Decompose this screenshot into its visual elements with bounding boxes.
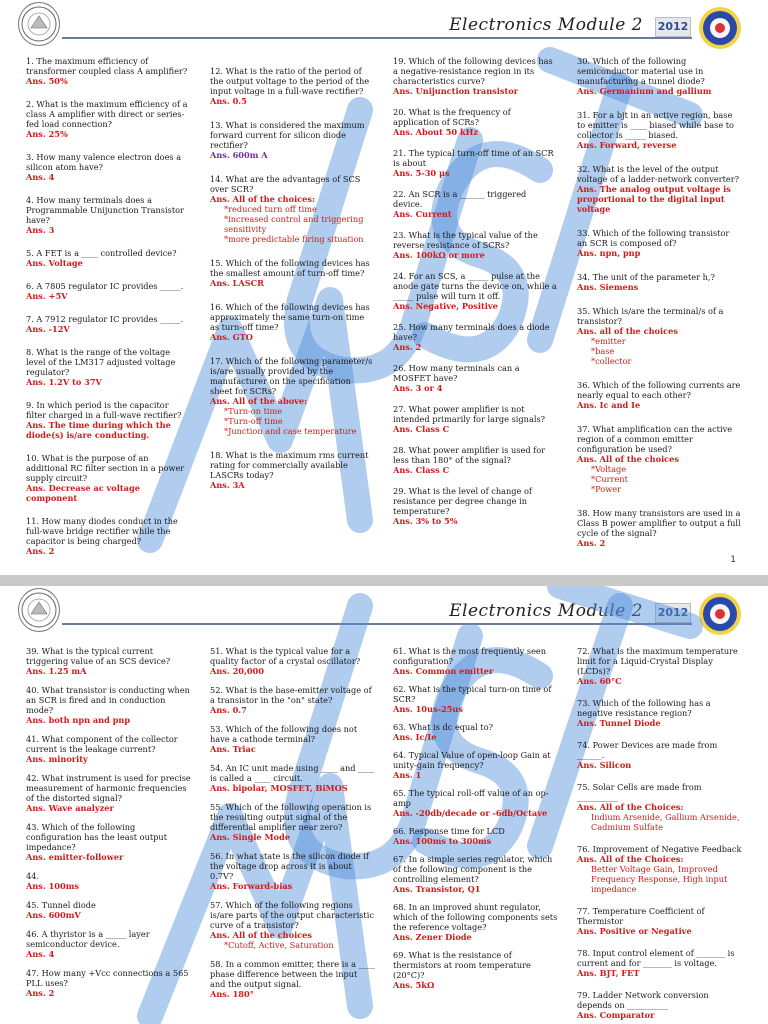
question-text: 38. How many transistors are used in a Class B power amplifier to output a full cycle of the signal? [577,508,741,538]
answer-text: Ans. Voltage [26,258,83,268]
question-item [210,302,375,342]
question-text: 42. What instrument is used for precise measurement of harmonic frequencies of the distorted signal? [26,773,191,803]
answer-text: Ans. Tunnel Diode [577,718,661,728]
page-header [0,586,768,638]
question-item [26,516,191,556]
answer-text: Ans. Unijunction transistor [393,86,519,96]
question-text: 13. What is considered the maximum forward current for silicon diode rectifier? [210,120,365,150]
answer-text: Ans. 0.7 [210,705,247,715]
answer-text: Ans. Wave analyzer [26,803,114,813]
question-text: 14. What are the advantages of SCS over SCR? [210,174,361,194]
question-item [393,322,558,352]
answer-text: Ans. 3 or 4 [393,383,443,393]
question-item [26,347,191,387]
question-text: 69. What is the resistance of thermistors at room temperature (20°C)? [393,950,531,980]
question-item [210,802,375,842]
question-item [393,486,558,526]
question-text: 12. What is the ratio of the period of the output voltage to the period of the input voltage in a full-wave rectifier? [210,66,370,96]
answer-choice: *reduced turn off time [224,204,317,214]
question-text: 47. How many +Vcc connections a 565 PLL uses? [26,968,189,988]
module-title: Electronics Module 2 [449,601,643,621]
answer-choice: *Turn-off time [224,416,283,426]
answer-text: Ans. 180° [210,989,254,999]
question-text: 8. What is the range of the voltage level of the LM317 adjusted voltage regulator? [26,347,176,377]
answer-text: Ans. Forward, reverse [577,140,677,150]
question-item [210,900,375,950]
question-item [393,902,558,942]
question-text: 77. Temperature Coefficient of Thermistor [577,906,705,926]
page-2 [0,586,768,1024]
question-text: 72. What is the maximum temperature limit for a Liquid-Crystal Display (LCDs)? [577,646,738,676]
question-text: 63. What is dc equal to? [393,722,494,732]
question-text: 55. Which of the following operation is the resulting output signal of the differential amplifier near zero? [210,802,372,832]
answer-text: Ans. Silicon [577,760,632,770]
answer-choice: Indium Arsenide, Gallium Arsenide, Cadmium Sulfate [591,812,740,832]
answer-text: Ans. Triac [210,744,256,754]
question-text: 57. Which of the following regions is/are parts of the output characteristic curve of a transistor? [210,900,374,930]
question-text: 33. Which of the following transistor an SCR is composed of? [577,228,730,248]
question-item [26,685,191,725]
answer-text: Ans. Comparator [577,1010,655,1020]
question-text: 66. Response time for LCD [393,826,505,836]
answer-text: Ans. Class C [393,424,450,434]
answer-text: Ans. Positive or Negative [577,926,692,936]
answer-text: Ans. Siemens [577,282,639,292]
question-item [210,646,375,676]
question-text: 18. What is the maximum rms current rating for commercially available LASCRs today? [210,450,369,480]
question-text: 64. Typical Value of open-loop Gain at unity-gain frequency? [393,750,551,770]
answer-text: Ans. npn, pnp [577,248,641,258]
answer-choice: *increased control and triggering sensitivity [224,214,364,234]
question-item [577,164,742,214]
question-item [393,107,558,137]
question-text: 73. Which of the following has a negative resistance region? [577,698,711,718]
question-item [26,195,191,235]
question-item [210,724,375,754]
answer-choice: *Current [591,474,628,484]
question-item [577,844,742,894]
question-text: 23. What is the typical value of the reverse resistance of SCRs? [393,230,538,250]
answer-text: Ans. All of the above: [210,396,308,406]
question-text: 56. In what state is the silicon diode if the voltage drop across it is about 0.7V? [210,851,369,881]
answer-text: Ans. 100ms [26,881,79,891]
answer-text: Ans. Ic/Ie [393,732,437,742]
question-item [210,959,375,999]
question-item [393,722,558,742]
question-item [26,822,191,862]
answer-choice: *emitter [591,336,626,346]
question-item [393,750,558,780]
question-item [210,356,375,436]
answer-text: Ans. About 50 kHz [393,127,479,137]
question-text: 79. Ladder Network conversion depends on __________ [577,990,709,1010]
question-text: 54. An IC unit made using ____ and ____ is called a ____ circuit. [210,763,375,783]
header-rule [62,37,692,39]
question-text: 52. What is the base-emitter voltage of a transistor in the "on" state? [210,685,372,705]
answer-choice: *Voltage [591,464,627,474]
answer-text: Ans. 50% [26,76,68,86]
question-text: 68. In an improved shunt regulator, which of the following components sets the reference voltage? [393,902,558,932]
answer-text: Ans. 5kΩ [393,980,435,990]
question-item [210,763,375,793]
question-item [210,685,375,715]
answer-text: Ans. 2 [577,538,606,548]
answer-text: Ans. The analog output voltage is proportional to the digital input voltage [577,184,731,214]
question-text: 34. The unit of the parameter h,? [577,272,715,282]
question-item [210,120,375,160]
question-text: 41. What component of the collector current is the leakage current? [26,734,178,754]
question-item [26,734,191,764]
answer-text: Ans. 1 [393,770,422,780]
answer-choice: Better Voltage Gain, Improved Frequency Response, High input impedance [591,864,728,894]
answer-text: Ans. 100kΩ or more [393,250,485,260]
question-text: 40. What transistor is conducting when an SCR is fired and in conduction mode? [26,685,190,715]
question-item [393,788,558,818]
answer-text: Ans. 10us-25us [393,704,463,714]
question-item [26,871,191,891]
question-text: 30. Which of the following semiconductor material use in manufacturing a tunnel diode? [577,56,705,86]
question-item [393,950,558,990]
answer-text: Ans. 25% [26,129,68,139]
question-item [577,698,742,728]
answer-choice: *Turn-on time [224,406,283,416]
answer-text: Ans. The time during which the diode(s) is/are conducting. [26,420,171,440]
answer-text: Ans. GTO [210,332,253,342]
question-text: 27. What power amplifier is not intended primarily for large signals? [393,404,546,424]
page-number: 1 [730,555,736,565]
question-item [393,230,558,260]
question-item [577,782,742,832]
question-text: 78. Input control element of _______ is current and for _______ is voltage. [577,948,735,968]
question-item [393,363,558,393]
university-logo [18,2,60,46]
question-item [26,400,191,440]
question-text: 74. Power Devices are made from ______. [577,740,718,760]
question-item [577,110,742,150]
answer-choice: *collector [591,356,632,366]
question-text: 3. How many valence electron does a silicon atom have? [26,152,182,172]
answer-text: Ans. 60°C [577,676,622,686]
question-text: 2. What is the maximum efficiency of a class A amplifier with direct or series-fed load connection? [26,99,188,129]
answer-choice: *base [591,346,615,356]
question-text: 17. Which of the following parameter/s is/are usually provided by the manufacturer on the specification sheet for SCRs? [210,356,373,396]
question-text: 26. How many terminals can a MOSFET have? [393,363,520,383]
answer-text: Ans. 2 [26,546,55,556]
question-item [577,272,742,292]
question-text: 11. How many diodes conduct in the full-wave bridge rectifier while the capacitor is being charged? [26,516,178,546]
answer-text: Ans. 4 [26,172,55,182]
question-item [26,929,191,959]
question-item [210,66,375,106]
answer-text: Ans. Negative, Positive [393,301,498,311]
question-text: 10. What is the purpose of an additional RC filter section in a power supply circuit? [26,453,185,483]
answer-text: Ans. -12V [26,324,70,334]
answer-text: Ans. All of the choices: [210,194,316,204]
question-item [393,148,558,178]
answer-text: Ans. Single Mode [210,832,290,842]
question-text: 76. Improvement of Negative Feedback [577,844,742,854]
question-item [577,646,742,686]
answer-text: Ans. Zener Diode [393,932,472,942]
answer-choice: *Cutoff, Active, Saturation [224,940,334,950]
question-text: 53. Which of the following does not have a cathode terminal? [210,724,358,744]
answer-text: Ans. 600m A [210,150,268,160]
answer-text: Ans. 3% to 5% [393,516,458,526]
answer-text: Ans. All of the choices [577,454,679,464]
question-text: 65. The typical roll-off value of an op-amp [393,788,549,808]
question-text: 6. A 7805 regulator IC provides _____. [26,281,184,291]
question-text: 16. Which of the following devices has approximately the same turn-on time as turn-off time? [210,302,370,332]
answer-text: Ans. BJT, FET [577,968,640,978]
answer-text: Ans. -20db/decade or -6db/Octave [393,808,548,818]
question-item [26,99,191,139]
question-item [577,228,742,258]
answer-text: Ans. 0.5 [210,96,247,106]
question-item [210,174,375,244]
answer-text: Ans. Class C [393,465,450,475]
answer-text: Ans. 1.2V to 37V [26,377,102,387]
question-item [210,258,375,288]
question-text: 4. How many terminals does a Programmable Unijunction Transistor have? [26,195,184,225]
question-text: 35. Which is/are the terminal/s of a transistor? [577,306,724,326]
answer-text: Ans. 20,000 [210,666,264,676]
question-text: 28. What power amplifier is used for less than 180° of the signal? [393,445,546,465]
question-item [26,968,191,998]
year-badge: 2012 [655,603,691,623]
question-text: 1. The maximum efficiency of transformer coupled class A amplifier? [26,56,188,76]
answer-text: Ans. All of the Choices: [577,854,684,864]
question-item [577,424,742,494]
question-text: 37. What amplification can the active region of a common emitter configuration be used? [577,424,733,454]
answer-text: Ans. 5-30 μs [393,168,450,178]
question-item [26,314,191,334]
answer-text: Ans. Germanium and gallium [577,86,712,96]
question-text: 22. An SCR is a ______ triggered device. [393,189,527,209]
question-item [577,948,742,978]
question-item [393,854,558,894]
question-item [393,56,558,96]
question-item [577,56,742,96]
answer-text: Ans. Forward-bias [210,881,293,891]
question-item [210,851,375,891]
question-text: 5. A FET is a ____ controlled device? [26,248,177,258]
answer-text: Ans. both npn and pnp [26,715,131,725]
question-item [393,445,558,475]
question-text: 51. What is the typical value for a quality factor of a crystal oscillator? [210,646,361,666]
question-item [393,684,558,714]
question-item [26,646,191,676]
answer-text: Ans. Transistor, Q1 [393,884,481,894]
question-text: 44. [26,871,40,881]
question-text: 75. Solar Cells are made from __________ [577,782,702,802]
answer-text: Ans. emitter-follower [26,852,124,862]
question-item [577,380,742,410]
question-item [577,906,742,936]
header-rule [62,623,692,625]
question-text: 24. For an SCS, a _____ pulse at the anode gate turns the device on, while a _____ pulse will turn it off. [393,271,557,301]
question-item [26,281,191,301]
answer-text: Ans. +5V [26,291,68,301]
answer-choice: *Junction and case temperature [224,426,357,436]
question-item [26,56,191,86]
question-text: 36. Which of the following currents are nearly equal to each other? [577,380,741,400]
answer-text: Ans. 4 [26,949,55,959]
question-text: 25. How many terminals does a diode have? [393,322,550,342]
question-item [577,990,742,1020]
answer-text: Ans. All of the choices [210,930,312,940]
question-text: 20. What is the frequency of application of SCRs? [393,107,511,127]
question-item [393,189,558,219]
answer-text: Ans. Current [393,209,452,219]
question-item [393,404,558,434]
question-item [26,453,191,503]
answer-text: Ans. Common emitter [393,666,494,676]
year-badge: 2012 [655,17,691,37]
question-item [393,646,558,676]
question-text: 19. Which of the following devices has a negative-resistance region in its characteristics curve? [393,56,553,86]
question-text: 15. Which of the following devices has the smallest amount of turn-off time? [210,258,370,278]
answer-text: Ans. Decrease ac voltage component [26,483,140,503]
question-text: 61. What is the most frequently seen configuration? [393,646,547,666]
answer-text: Ans. 1.25 mA [26,666,87,676]
question-text: 58. In a common emitter, there is a ____ phase difference between the input and the output signal. [210,959,375,989]
answer-choice: *more predictable firing situation [224,234,364,244]
question-item [393,826,558,846]
answer-text: Ans. Ic and Ie [577,400,641,410]
question-text: 46. A thyristor is a _____ layer semiconductor device. [26,929,150,949]
answer-text: Ans. 3A [210,480,245,490]
answer-text: Ans. All of the Choices: [577,802,684,812]
question-text: 21. The typical turn-off time of an SCR is about [393,148,554,168]
university-logo [18,588,60,632]
question-item [577,306,742,366]
question-text: 9. In which period is the capacitor filter charged in a full-wave rectifier? [26,400,182,420]
answer-text: Ans. 600mV [26,910,81,920]
question-item [577,508,742,548]
question-item [210,450,375,490]
question-text: 7. A 7912 regulator IC provides _____. [26,314,184,324]
question-text: 31. For a bjt in an active region, base to emitter is ____ biased while base to collector is _____ biased. [577,110,734,140]
question-item [26,152,191,182]
answer-text: Ans. LASCR [210,278,264,288]
question-item [26,248,191,268]
answer-text: Ans. 3 [26,225,55,235]
question-text: 32. What is the level of the output voltage of a ladder-network converter? [577,164,740,184]
answer-text: Ans. 100ms to 300ms [393,836,492,846]
answer-choice: *Power [591,484,621,494]
answer-text: Ans. minority [26,754,88,764]
seal-emblem [698,592,742,636]
answer-text: Ans. 2 [393,342,422,352]
question-text: 39. What is the typical current triggering value of an SCS device? [26,646,171,666]
question-item [577,740,742,770]
question-text: 62. What is the typical turn-on time of SCR? [393,684,552,704]
answer-text: Ans. bipolar, MOSFET, BiMOS [210,783,348,793]
page-header [0,0,768,52]
question-text: 29. What is the level of change of resistance per degree change in temperature? [393,486,532,516]
question-text: 45. Tunnel diode [26,900,96,910]
question-text: 67. In a simple series regulator, which of the following component is the controlling element? [393,854,553,884]
answer-text: Ans. 2 [26,988,55,998]
question-item [393,271,558,311]
module-title: Electronics Module 2 [449,15,643,35]
question-item [26,900,191,920]
seal-emblem [698,6,742,50]
question-item [26,773,191,813]
answer-text: Ans. all of the choices [577,326,678,336]
question-text: 43. Which of the following configuration has the least output impedance? [26,822,167,852]
